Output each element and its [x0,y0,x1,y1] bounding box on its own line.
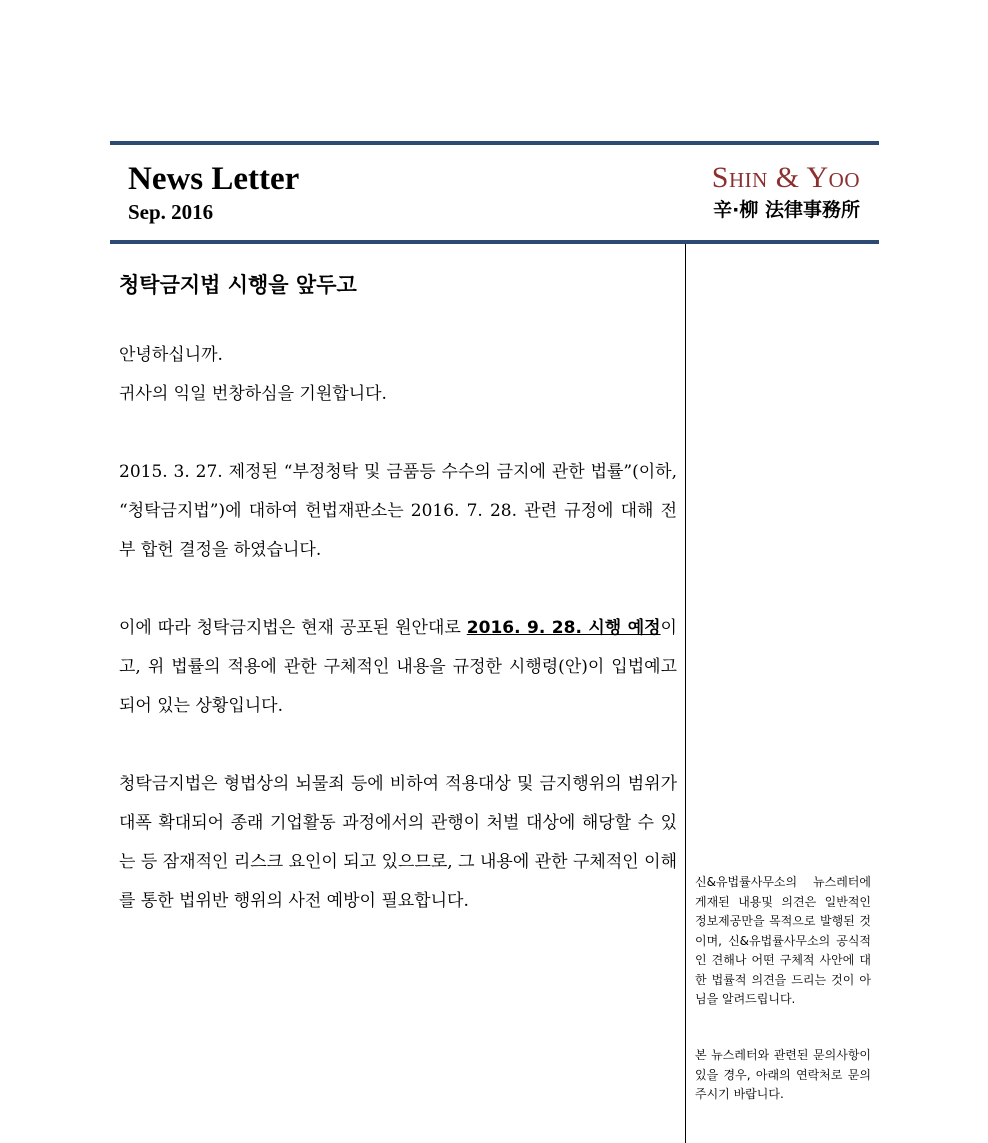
greeting-line: 귀사의 익일 번창하심을 기원합니다. [119,384,387,404]
header-bottom-rule [110,240,879,244]
paragraph-text: 이고, 위 법률의 적용에 관한 구체적인 내용을 규정한 시행령(안)이 입법예고되어 있는 상황입니다. [119,618,677,716]
paragraph: 청탁금지법은 형법상의 뇌물죄 등에 비하여 적용대상 및 금지행위의 범위가 대폭 확대되어 종래 기업활동 과정에서의 관행이 처벌 대상에 해당할 수 있는 등 잠재적인 리스크 요인이 되고 있으므로, 그 내용에 관한 구체적인 이해를 통한 법위반 행위의 사전 예방이 필요합니다. [119,774,677,911]
article-body [119,336,677,960]
firm-name-english: Shin & Yoo [711,161,860,194]
paragraph: 2015. 3. 27. 제정된 “부정청탁 및 금품등 수수의 금지에 관한 법률”(이하, “청탁금지법”)에 대하여 헌법재판소는 2016. 7. 28. 관련 규정에 대해 전부 합헌 결정을 하였습니다. [119,462,677,560]
disclaimer-note: 신&유법률사무소의 뉴스레터에 게재된 내용및 의견은 일반적인 정보제공만을 목적으로 발행된 것이며, 신&유법률사무소의 공식적인 견해나 어떤 구체적 사안에 대한 법률적 의견을 드리는 것이 아님을 알려드립니다. [695,875,871,1006]
firm-name-korean: 辛·柳 法律事務所 [713,199,860,221]
header-top-rule [110,141,879,145]
paragraph-text: 이에 따라 청탁금지법은 현재 공포된 원안대로 [119,618,467,638]
greeting-line: 안녕하십니까. [119,345,223,365]
effective-date-highlight: 2016. 9. 28. 시행 예정 [466,618,661,638]
newsletter-title: News Letter [128,161,300,197]
article-title: 청탁금지법 시행을 앞두고 [119,273,357,297]
contact-note: 본 뉴스레터와 관련된 문의사항이 있을 경우, 아래의 연락처로 문의주시기 바랍니다. [695,1048,871,1101]
column-divider [685,244,686,1143]
paragraph [119,609,677,726]
newsletter-date: Sep. 2016 [128,200,214,224]
